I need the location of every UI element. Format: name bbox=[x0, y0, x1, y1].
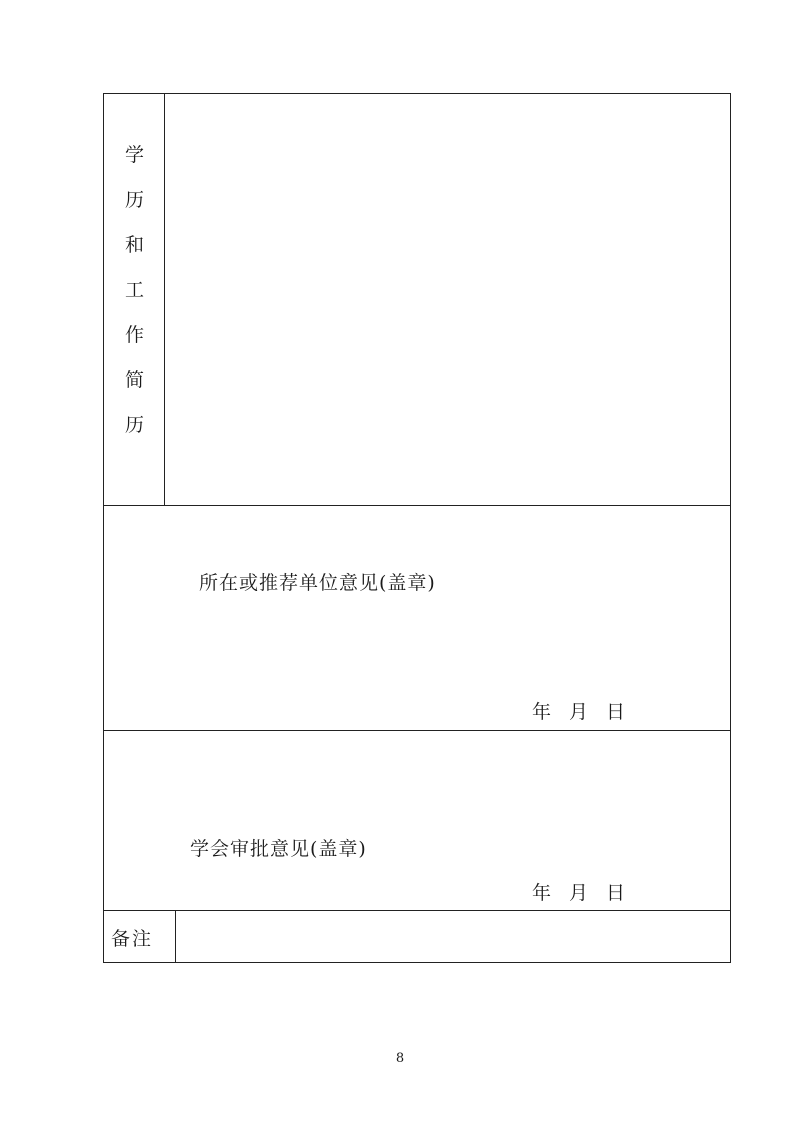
society-approval-label: 学会审批意见(盖章) bbox=[190, 838, 367, 860]
unit-opinion-date bbox=[532, 697, 625, 724]
society-approval-date bbox=[532, 878, 625, 905]
date-month-label: 月 bbox=[569, 701, 589, 723]
unit-opinion-row[interactable] bbox=[104, 506, 730, 731]
resume-label-char: 学 bbox=[124, 144, 144, 166]
date-day-label: 日 bbox=[606, 882, 626, 904]
resume-label-char: 和 bbox=[124, 234, 144, 256]
society-approval-row[interactable] bbox=[104, 731, 730, 911]
resume-label-char: 作 bbox=[124, 324, 144, 346]
resume-label-cell bbox=[104, 94, 165, 505]
resume-label-char: 历 bbox=[124, 414, 144, 436]
remark-content-field[interactable] bbox=[176, 911, 730, 962]
date-year-label: 年 bbox=[532, 882, 552, 904]
resume-label-char: 工 bbox=[124, 279, 144, 301]
resume-row bbox=[104, 94, 730, 506]
page-number: 8 bbox=[395, 1051, 405, 1066]
date-year-label: 年 bbox=[532, 701, 552, 723]
resume-label-char: 历 bbox=[124, 189, 144, 211]
resume-content-field[interactable] bbox=[165, 94, 730, 505]
remark-label: 备注 bbox=[111, 928, 154, 950]
application-form-table bbox=[103, 93, 731, 963]
resume-label-char: 简 bbox=[124, 369, 144, 391]
date-month-label: 月 bbox=[569, 882, 589, 904]
unit-opinion-label: 所在或推荐单位意见(盖章) bbox=[199, 572, 436, 594]
remark-row bbox=[104, 911, 730, 962]
resume-label bbox=[104, 146, 165, 461]
date-day-label: 日 bbox=[606, 701, 626, 723]
remark-label-cell bbox=[104, 911, 176, 962]
